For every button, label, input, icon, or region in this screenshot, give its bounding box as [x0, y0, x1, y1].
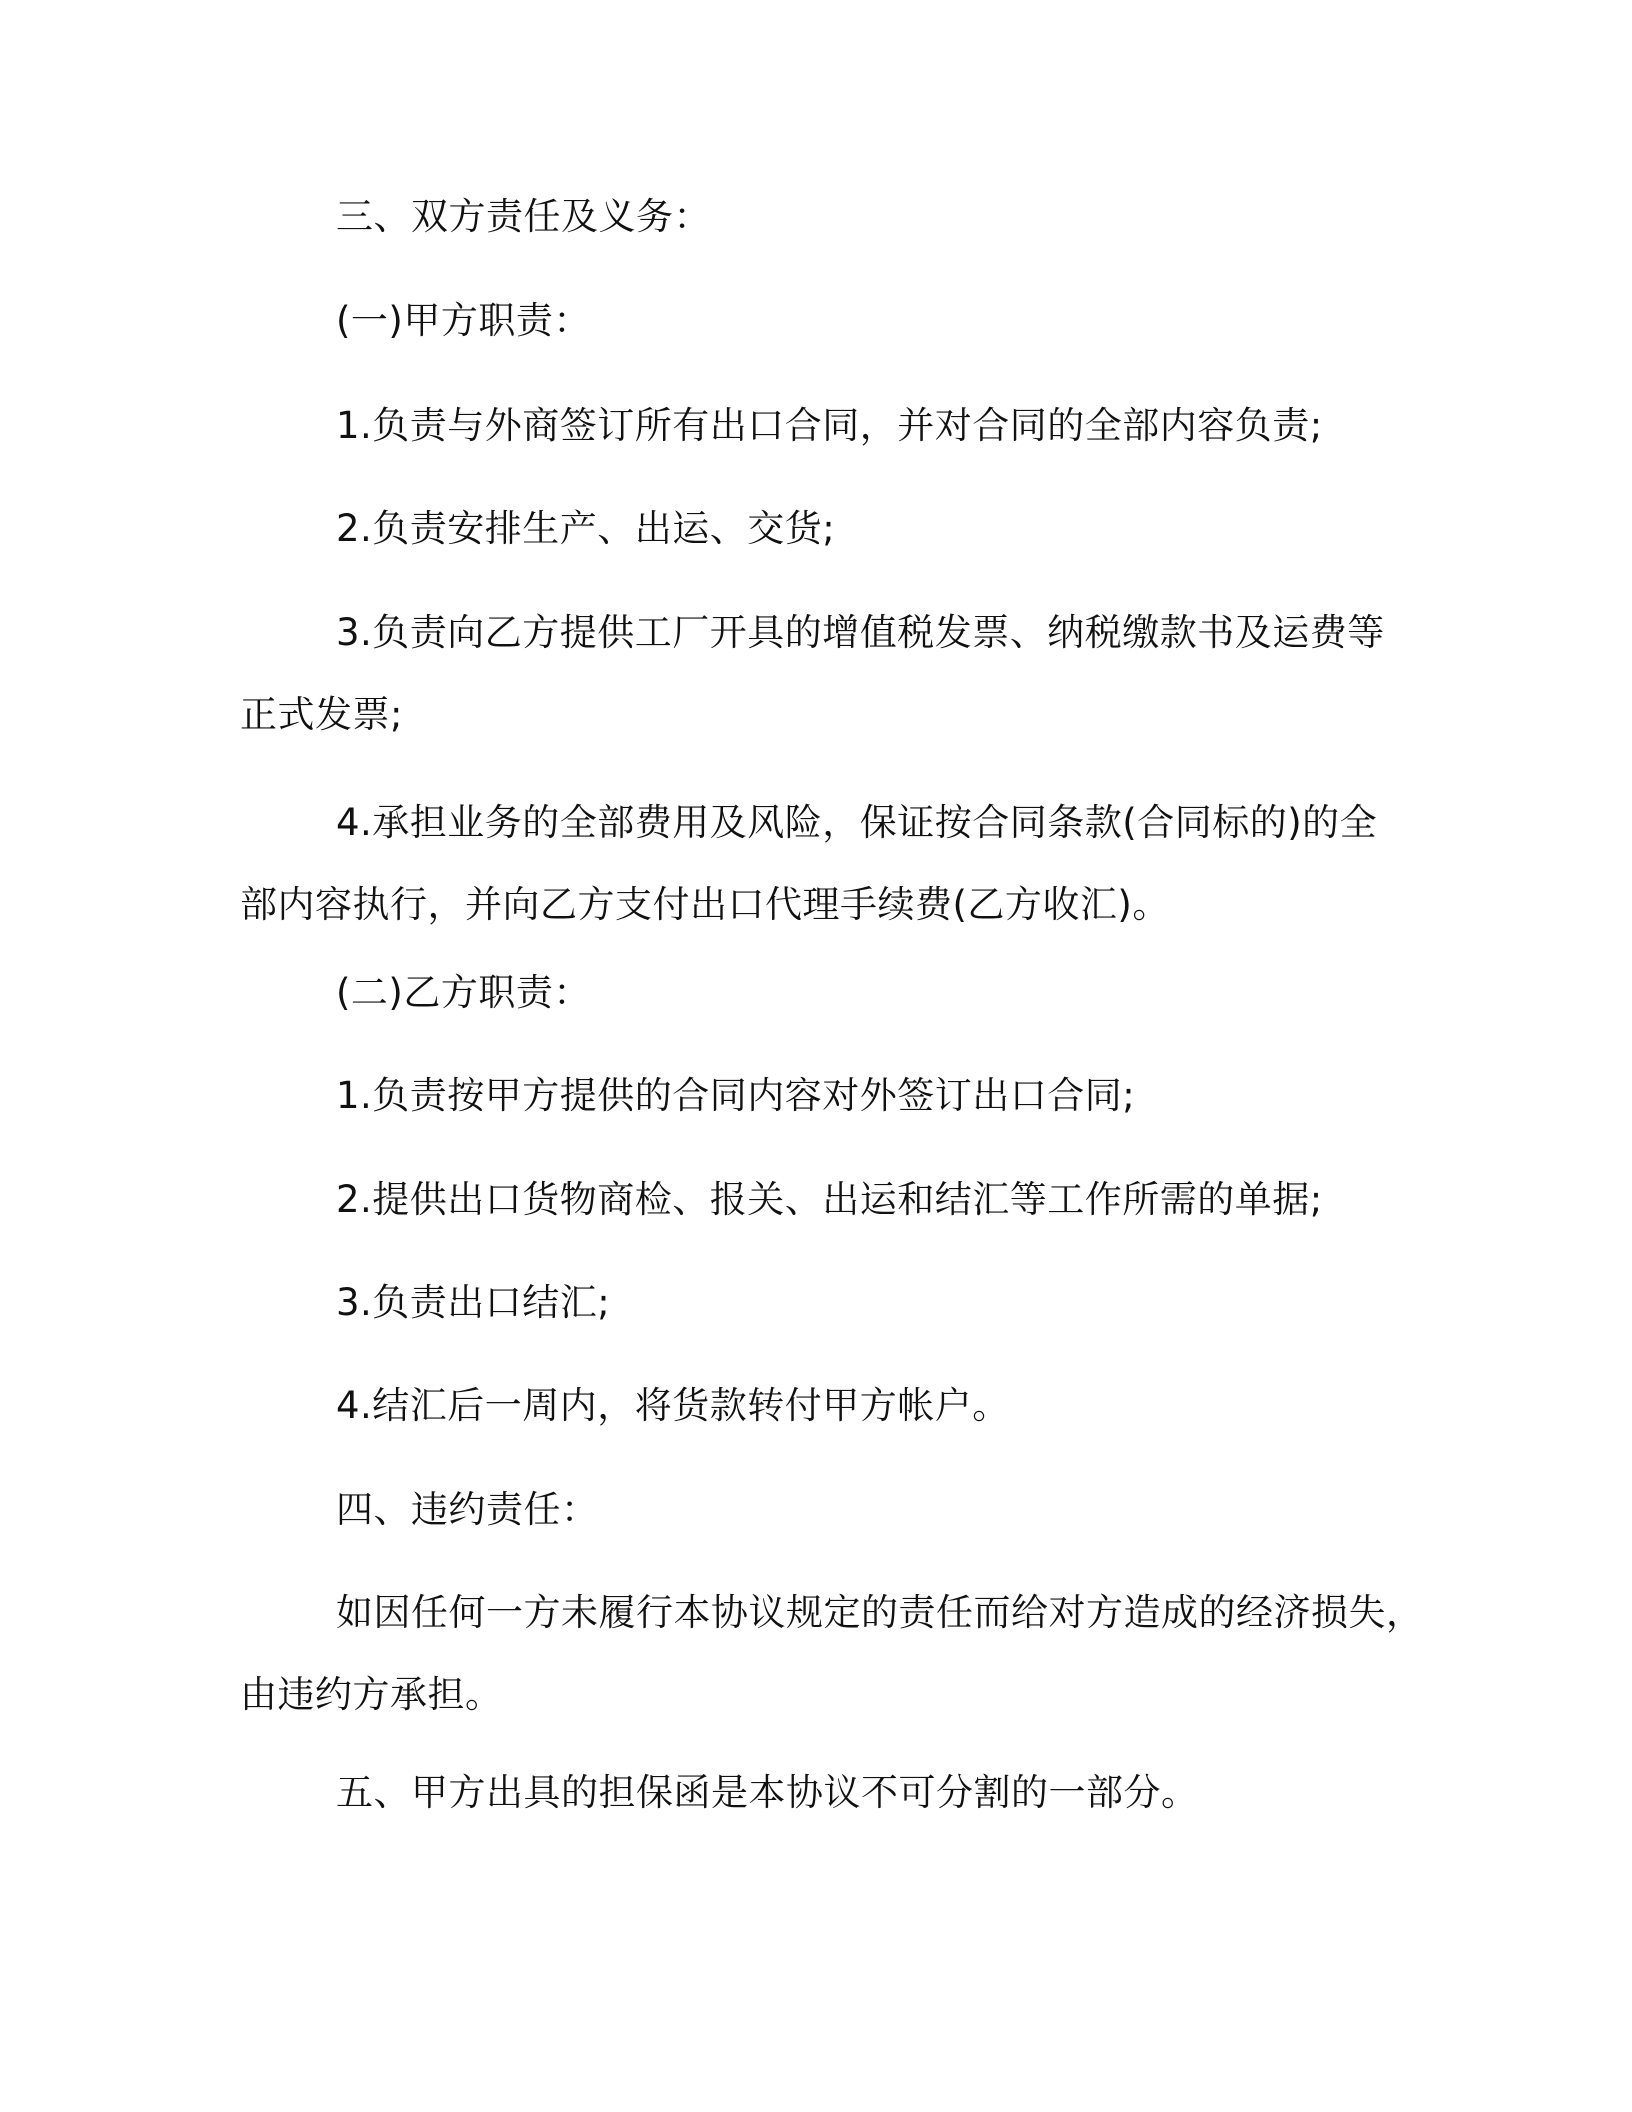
party-a-item-2	[240, 488, 1390, 570]
text-line: 1.负责按甲方提供的合同内容对外签订出口合同;	[336, 1074, 1136, 1117]
party-b-item-1	[240, 1055, 1390, 1137]
text-line: 2.负责安排生产、出运、交货;	[336, 507, 836, 550]
text-line: 3.负责出口结汇;	[336, 1281, 611, 1324]
text-line: 部内容执行，并向乙方支付出口代理手续费(乙方收汇)。	[240, 883, 1170, 926]
text-line: 四、违约责任：	[336, 1488, 599, 1531]
text-line: 五、甲方出具的担保函是本协议不可分割的一部分。	[336, 1771, 1199, 1814]
party-a-item-4	[240, 782, 1390, 946]
section-4-heading	[240, 1469, 1390, 1551]
party-b-item-3	[240, 1262, 1390, 1344]
party-a-item-3	[240, 592, 1390, 756]
text-line: 正式发票;	[240, 693, 403, 736]
text-line: 2.提供出口货物商检、报关、出运和结汇等工作所需的单据;	[336, 1178, 1323, 1221]
party-b-item-4	[240, 1365, 1390, 1447]
text-line: 3.负责向乙方提供工厂开具的增值税发票、纳税缴款书及运费等	[336, 611, 1385, 654]
text-line: 1.负责与外商签订所有出口合同，并对合同的全部内容负责;	[336, 404, 1323, 447]
text-line: 4.承担业务的全部费用及风险，保证按合同条款(合同标的)的全	[336, 801, 1378, 844]
party-a-heading	[240, 280, 1390, 362]
section-5	[240, 1752, 1390, 1834]
text-line: 由违约方承担。	[240, 1673, 503, 1716]
party-a-item-1	[240, 385, 1390, 467]
text-line: (二)乙方职责：	[336, 971, 591, 1014]
section-4-body	[240, 1572, 1424, 1736]
text-line: (一)甲方职责：	[336, 299, 591, 342]
text-line: 4.结汇后一周内，将货款转付甲方帐户。	[336, 1384, 1010, 1427]
party-b-item-2	[240, 1159, 1390, 1241]
party-b-heading	[240, 952, 1390, 1034]
text-line: 如因任何一方未履行本协议规定的责任而给对方造成的经济损失，	[336, 1591, 1424, 1634]
text-line: 三、双方责任及义务：	[336, 195, 711, 238]
section-3-heading	[240, 176, 1390, 258]
